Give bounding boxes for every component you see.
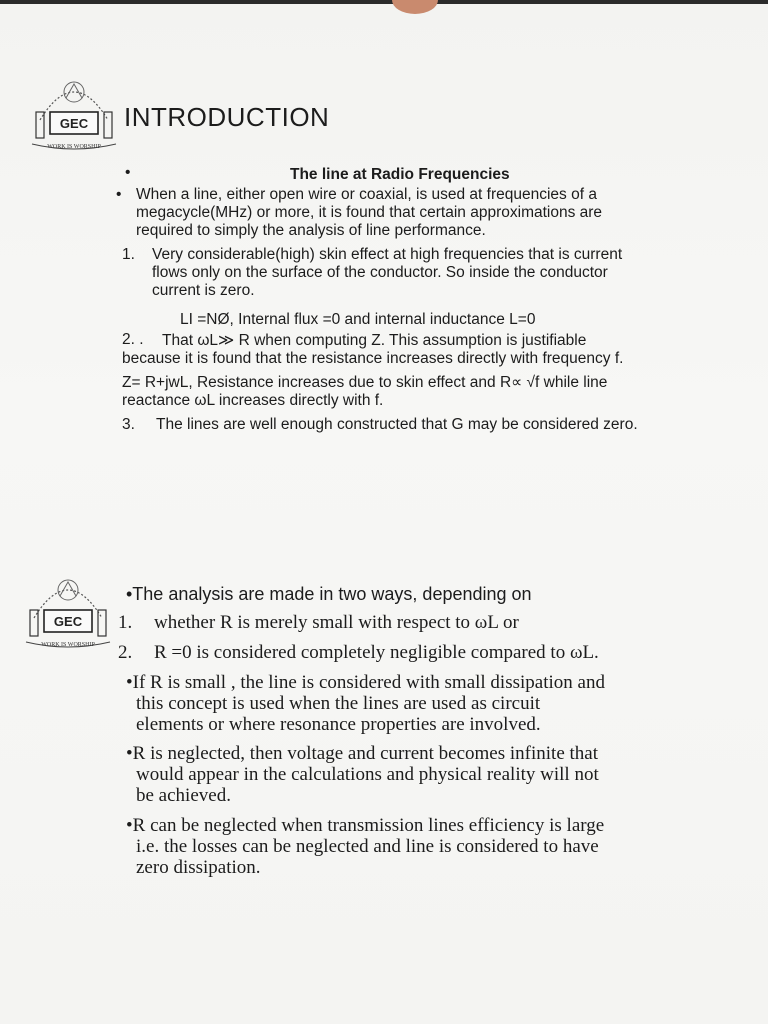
bullet-3-line-1: •R can be neglected when transmission lines efficiency is large: [126, 815, 605, 836]
item1-line-2: flows only on the surface of the conductor. So inside the conductor: [152, 264, 608, 281]
thumb-shadow: [392, 0, 438, 14]
analysis-lead: •The analysis are made in two ways, depending on: [126, 584, 532, 604]
way-2: R =0 is considered completely negligible compared to ωL.: [154, 642, 599, 663]
page-title: INTRODUCTION: [124, 102, 330, 132]
bullet-2-line-1: •R is neglected, then voltage and current becomes infinite that: [126, 743, 598, 764]
item2-line-4: reactance ωL increases directly with f.: [122, 392, 384, 409]
item2-line-2: because it is found that the resistance increases directly with frequency f.: [122, 350, 624, 367]
page-top-edge: [0, 0, 768, 4]
bullet-3-line-2: i.e. the losses can be neglected and line is considered to have: [136, 836, 599, 857]
logo-badge: GEC: [53, 614, 83, 629]
bullet-1-line-3: elements or where resonance properties are involved.: [136, 714, 541, 735]
item-number: 2.: [118, 642, 133, 663]
item-number: 3.: [122, 416, 135, 433]
bullet: •: [116, 186, 122, 203]
intro-line-3: required to simply the analysis of line performance.: [136, 222, 486, 239]
bullet: •: [125, 164, 131, 181]
item3-line: The lines are well enough constructed that G may be considered zero.: [156, 416, 638, 433]
gec-logo: [20, 570, 116, 656]
formula: LI =NØ, Internal flux =0 and internal inductance L=0: [180, 311, 536, 328]
item1-line-3: current is zero.: [152, 282, 255, 299]
bullet-3-line-3: zero dissipation.: [136, 857, 261, 878]
item2-line-3: Z= R+jwL, Resistance increases due to skin effect and R∝ √f while line: [122, 374, 608, 391]
logo-motto: WORK IS WORSHIP: [47, 144, 101, 150]
logo-badge: GEC: [59, 116, 89, 131]
section-heading: The line at Radio Frequencies: [290, 166, 510, 183]
item-number: 1.: [122, 246, 135, 263]
item1-line-1: Very considerable(high) skin effect at high frequencies that is current: [152, 246, 623, 263]
intro-line-1: When a line, either open wire or coaxial, is used at frequencies of a: [136, 186, 597, 203]
bullet-1-line-1: •If R is small , the line is considered with small dissipation and: [126, 672, 605, 693]
logo-motto: WORK IS WORSHIP: [41, 642, 95, 648]
item2-line-1: That ωL≫ R when computing Z. This assumption is justifiable: [162, 332, 587, 349]
way-1: whether R is merely small with respect to ωL or: [154, 612, 519, 633]
bullet-1-line-2: this concept is used when the lines are used as circuit: [136, 693, 541, 714]
gec-logo: [26, 72, 122, 158]
item-number: 2. .: [122, 331, 144, 348]
intro-line-2: megacycle(MHz) or more, it is found that certain approximations are: [136, 204, 603, 221]
bullet-2-line-3: be achieved.: [136, 785, 231, 806]
bullet-2-line-2: would appear in the calculations and physical reality will not: [136, 764, 599, 785]
item-number: 1.: [118, 612, 133, 633]
